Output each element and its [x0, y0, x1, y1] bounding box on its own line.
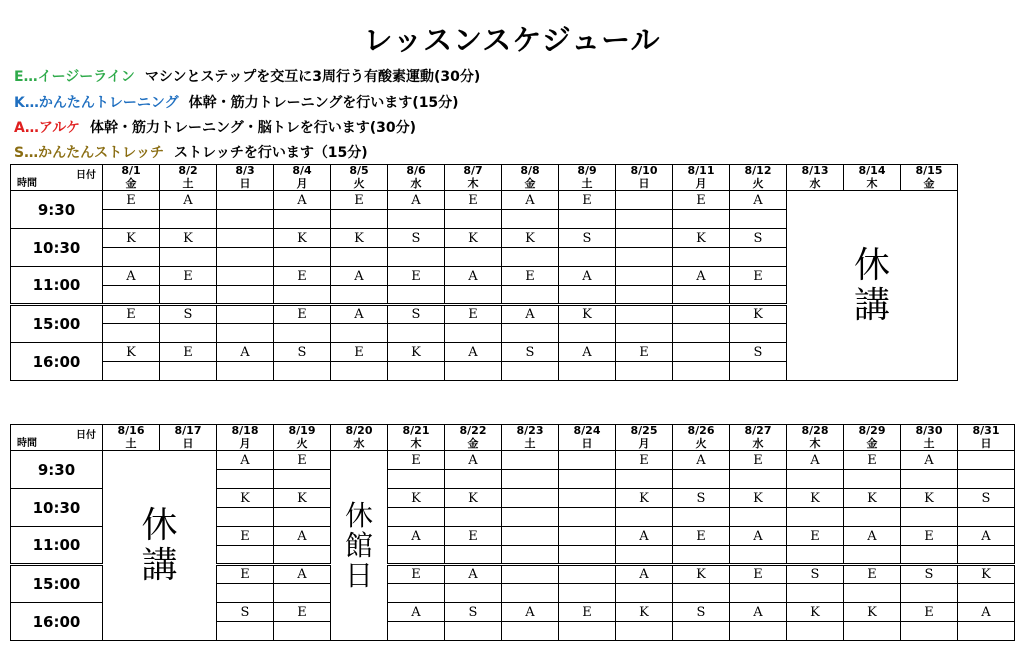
lesson-cell: A: [388, 191, 445, 210]
lesson-cell: A: [673, 267, 730, 286]
lesson-cell: [616, 305, 673, 324]
date-header: 8/22: [445, 425, 502, 438]
lesson-cell: A: [331, 267, 388, 286]
lesson-cell: E: [502, 267, 559, 286]
lesson-cell: [502, 451, 559, 470]
date-header: 8/6: [388, 165, 445, 178]
date-header: 8/20: [331, 425, 388, 438]
lesson-cell: E: [730, 451, 787, 470]
lesson-cell: K: [388, 343, 445, 362]
lesson-cell: E: [388, 565, 445, 584]
date-header: 8/15: [901, 165, 958, 178]
weekday-header: 火: [673, 438, 730, 451]
lesson-cell: K: [673, 565, 730, 584]
lesson-cell: S: [160, 305, 217, 324]
lesson-cell: [559, 451, 616, 470]
lesson-cell: E: [217, 527, 274, 546]
lesson-cell: A: [274, 191, 331, 210]
weekday-header: 土: [103, 438, 160, 451]
lesson-cell: A: [559, 267, 616, 286]
lesson-cell: K: [958, 565, 1015, 584]
lesson-cell: E: [388, 451, 445, 470]
weekday-header: 土: [901, 438, 958, 451]
date-header: 8/23: [502, 425, 559, 438]
lesson-cell: [502, 565, 559, 584]
date-header: 8/19: [274, 425, 331, 438]
lesson-cell: A: [616, 527, 673, 546]
lesson-cell: A: [445, 267, 502, 286]
page-title: レッスンスケジュール: [363, 23, 661, 57]
lesson-cell: A: [502, 191, 559, 210]
time-label: 9:30: [11, 451, 103, 489]
date-header: 8/21: [388, 425, 445, 438]
lesson-cell: K: [673, 229, 730, 248]
closed-block: [787, 191, 958, 381]
lesson-cell: A: [445, 565, 502, 584]
weekday-header: 火: [274, 438, 331, 451]
lesson-cell: S: [445, 603, 502, 622]
lesson-cell: S: [217, 603, 274, 622]
lesson-cell: [958, 451, 1015, 470]
weekday-header: 金: [445, 438, 502, 451]
date-header: 8/25: [616, 425, 673, 438]
legend-desc: マシンとステップを交互に3周行う有酸素運動(30分): [144, 69, 481, 85]
date-header: 8/7: [445, 165, 502, 178]
lesson-cell: A: [160, 191, 217, 210]
lesson-cell: [217, 305, 274, 324]
lesson-cell: E: [901, 527, 958, 546]
lesson-cell: [616, 267, 673, 286]
legend-code: K…かんたんトレーニング: [14, 95, 179, 111]
lesson-cell: K: [445, 489, 502, 508]
lesson-cell: S: [673, 489, 730, 508]
lesson-cell: S: [502, 343, 559, 362]
lesson-cell: S: [559, 229, 616, 248]
time-label: 10:30: [11, 489, 103, 527]
lesson-cell: E: [217, 565, 274, 584]
date-header: 8/1: [103, 165, 160, 178]
lesson-cell: K: [160, 229, 217, 248]
lesson-cell: E: [331, 343, 388, 362]
lesson-cell: K: [274, 229, 331, 248]
lesson-cell: E: [445, 305, 502, 324]
time-label: 15:00: [11, 305, 103, 343]
lesson-cell: K: [103, 343, 160, 362]
time-label: 16:00: [11, 603, 103, 641]
lesson-cell: E: [274, 267, 331, 286]
lesson-cell: A: [730, 603, 787, 622]
weekday-header: 日: [958, 438, 1015, 451]
lesson-cell: A: [958, 603, 1015, 622]
weekday-header: 水: [388, 178, 445, 191]
legend-desc: ストレッチを行います（15分): [173, 145, 368, 161]
lesson-cell: E: [730, 565, 787, 584]
lesson-cell: E: [559, 603, 616, 622]
lesson-cell: K: [616, 489, 673, 508]
lesson-cell: [616, 229, 673, 248]
holiday-char: 館: [344, 528, 373, 562]
corner-cell: [11, 425, 103, 451]
legend-kantan-stretch: [14, 142, 368, 162]
lesson-cell: A: [958, 527, 1015, 546]
date-header: 8/26: [673, 425, 730, 438]
lesson-cell: K: [445, 229, 502, 248]
corner-date-label: 日付: [76, 430, 96, 441]
lesson-cell: [217, 191, 274, 210]
lesson-cell: E: [844, 565, 901, 584]
schedule-table-1: [10, 164, 958, 381]
weekday-header: 月: [274, 178, 331, 191]
lesson-cell: E: [445, 527, 502, 546]
legend-code: E…イージーライン: [14, 69, 135, 85]
lesson-cell: A: [274, 565, 331, 584]
date-header: 8/4: [274, 165, 331, 178]
date-header: 8/24: [559, 425, 616, 438]
legend-easy: [14, 66, 480, 86]
legend-desc: 体幹・筋力トレーニング・脳トレを行います(30分): [90, 120, 416, 136]
lesson-cell: A: [217, 451, 274, 470]
lesson-cell: A: [274, 527, 331, 546]
lesson-cell: [502, 527, 559, 546]
weekday-header: 火: [730, 178, 787, 191]
time-label: 11:00: [11, 527, 103, 565]
lesson-cell: A: [616, 565, 673, 584]
lesson-cell: E: [445, 191, 502, 210]
date-header: 8/10: [616, 165, 673, 178]
corner-date-label: 日付: [76, 170, 96, 181]
date-header: 8/27: [730, 425, 787, 438]
lesson-cell: K: [331, 229, 388, 248]
lesson-cell: E: [274, 305, 331, 324]
weekday-header: 金: [502, 178, 559, 191]
weekday-header: 火: [331, 178, 388, 191]
lesson-cell: K: [274, 489, 331, 508]
date-header: 8/18: [217, 425, 274, 438]
date-header: 8/12: [730, 165, 787, 178]
legend-aruke: [14, 117, 416, 137]
lesson-cell: E: [559, 191, 616, 210]
weekday-header: 土: [559, 178, 616, 191]
time-label: 15:00: [11, 565, 103, 603]
weekday-header: 土: [502, 438, 559, 451]
lesson-cell: K: [217, 489, 274, 508]
legend-desc: 体幹・筋力トレーニングを行います(15分): [188, 95, 459, 111]
holiday-char: 休: [344, 498, 373, 532]
date-header: 8/16: [103, 425, 160, 438]
weekday-header: 水: [787, 178, 844, 191]
lesson-cell: A: [502, 603, 559, 622]
lesson-cell: E: [787, 527, 844, 546]
lesson-cell: K: [730, 489, 787, 508]
date-header: 8/2: [160, 165, 217, 178]
lesson-cell: [502, 489, 559, 508]
lesson-cell: A: [901, 451, 958, 470]
lesson-cell: A: [730, 527, 787, 546]
lesson-cell: S: [673, 603, 730, 622]
lesson-cell: E: [388, 267, 445, 286]
weekday-header: 木: [388, 438, 445, 451]
lesson-cell: A: [445, 451, 502, 470]
lesson-cell: S: [787, 565, 844, 584]
weekday-header: 土: [160, 178, 217, 191]
lesson-cell: E: [673, 527, 730, 546]
holiday-char: 日: [344, 558, 373, 592]
lesson-cell: K: [901, 489, 958, 508]
time-label: 9:30: [11, 191, 103, 229]
lesson-cell: S: [388, 305, 445, 324]
corner-time-label: 時間: [17, 438, 37, 449]
lesson-cell: A: [103, 267, 160, 286]
weekday-header: 木: [445, 178, 502, 191]
lesson-cell: A: [730, 191, 787, 210]
lesson-cell: K: [844, 603, 901, 622]
weekday-header: 月: [616, 438, 673, 451]
lesson-cell: E: [160, 267, 217, 286]
time-label: 10:30: [11, 229, 103, 267]
date-header: 8/28: [787, 425, 844, 438]
lesson-cell: A: [787, 451, 844, 470]
lesson-cell: S: [388, 229, 445, 248]
lesson-cell: E: [730, 267, 787, 286]
time-label: 16:00: [11, 343, 103, 381]
lesson-cell: E: [616, 451, 673, 470]
corner-cell: [11, 165, 103, 191]
lesson-cell: E: [274, 451, 331, 470]
lesson-cell: E: [160, 343, 217, 362]
legend-code: A…アルケ: [14, 120, 80, 136]
lesson-cell: A: [388, 527, 445, 546]
lesson-cell: A: [445, 343, 502, 362]
date-header: 8/3: [217, 165, 274, 178]
lesson-cell: A: [331, 305, 388, 324]
lesson-cell: E: [901, 603, 958, 622]
weekday-header: 木: [844, 178, 901, 191]
lesson-cell: E: [103, 305, 160, 324]
closed-block: [103, 451, 217, 641]
lesson-cell: E: [331, 191, 388, 210]
lesson-cell: [616, 191, 673, 210]
lesson-cell: [217, 229, 274, 248]
lesson-cell: K: [787, 489, 844, 508]
lesson-cell: K: [844, 489, 901, 508]
date-header: 8/14: [844, 165, 901, 178]
lesson-cell: A: [559, 343, 616, 362]
lesson-cell: A: [388, 603, 445, 622]
corner-time-label: 時間: [17, 178, 37, 189]
lesson-cell: E: [274, 603, 331, 622]
lesson-cell: S: [274, 343, 331, 362]
date-header: 8/17: [160, 425, 217, 438]
date-header: 8/30: [901, 425, 958, 438]
lesson-cell: S: [958, 489, 1015, 508]
lesson-cell: K: [730, 305, 787, 324]
lesson-cell: [673, 343, 730, 362]
date-header: 8/11: [673, 165, 730, 178]
legend-kantan-training: [14, 92, 459, 112]
weekday-header: 日: [559, 438, 616, 451]
weekday-header: 月: [673, 178, 730, 191]
lesson-cell: A: [217, 343, 274, 362]
closed-char: 休: [853, 244, 890, 286]
closed-char: 講: [853, 284, 890, 326]
lesson-cell: A: [673, 451, 730, 470]
weekday-header: 水: [331, 438, 388, 451]
lesson-cell: E: [844, 451, 901, 470]
lesson-cell: S: [901, 565, 958, 584]
lesson-cell: E: [103, 191, 160, 210]
lesson-cell: K: [502, 229, 559, 248]
lesson-cell: [217, 267, 274, 286]
weekday-header: 金: [844, 438, 901, 451]
lesson-cell: [559, 489, 616, 508]
date-header: 8/8: [502, 165, 559, 178]
weekday-header: 日: [616, 178, 673, 191]
time-label: 11:00: [11, 267, 103, 305]
weekday-header: 金: [901, 178, 958, 191]
lesson-cell: K: [559, 305, 616, 324]
date-header: 8/5: [331, 165, 388, 178]
schedule-table-2: [10, 424, 1015, 641]
lesson-cell: E: [616, 343, 673, 362]
lesson-cell: K: [388, 489, 445, 508]
lesson-cell: K: [787, 603, 844, 622]
lesson-cell: S: [730, 343, 787, 362]
weekday-header: 水: [730, 438, 787, 451]
holiday-block: [331, 451, 388, 641]
closed-char: 休: [141, 504, 178, 546]
lesson-cell: A: [502, 305, 559, 324]
lesson-cell: K: [103, 229, 160, 248]
lesson-cell: [559, 565, 616, 584]
weekday-header: 金: [103, 178, 160, 191]
date-header: 8/29: [844, 425, 901, 438]
weekday-header: 日: [217, 178, 274, 191]
weekday-header: 月: [217, 438, 274, 451]
lesson-cell: S: [730, 229, 787, 248]
closed-char: 講: [141, 544, 178, 586]
date-header: 8/9: [559, 165, 616, 178]
weekday-header: 日: [160, 438, 217, 451]
lesson-cell: E: [673, 191, 730, 210]
lesson-cell: [673, 305, 730, 324]
lesson-cell: K: [616, 603, 673, 622]
legend-code: S…かんたんストレッチ: [14, 145, 164, 161]
date-header: 8/13: [787, 165, 844, 178]
lesson-cell: A: [844, 527, 901, 546]
date-header: 8/31: [958, 425, 1015, 438]
weekday-header: 木: [787, 438, 844, 451]
lesson-cell: [559, 527, 616, 546]
